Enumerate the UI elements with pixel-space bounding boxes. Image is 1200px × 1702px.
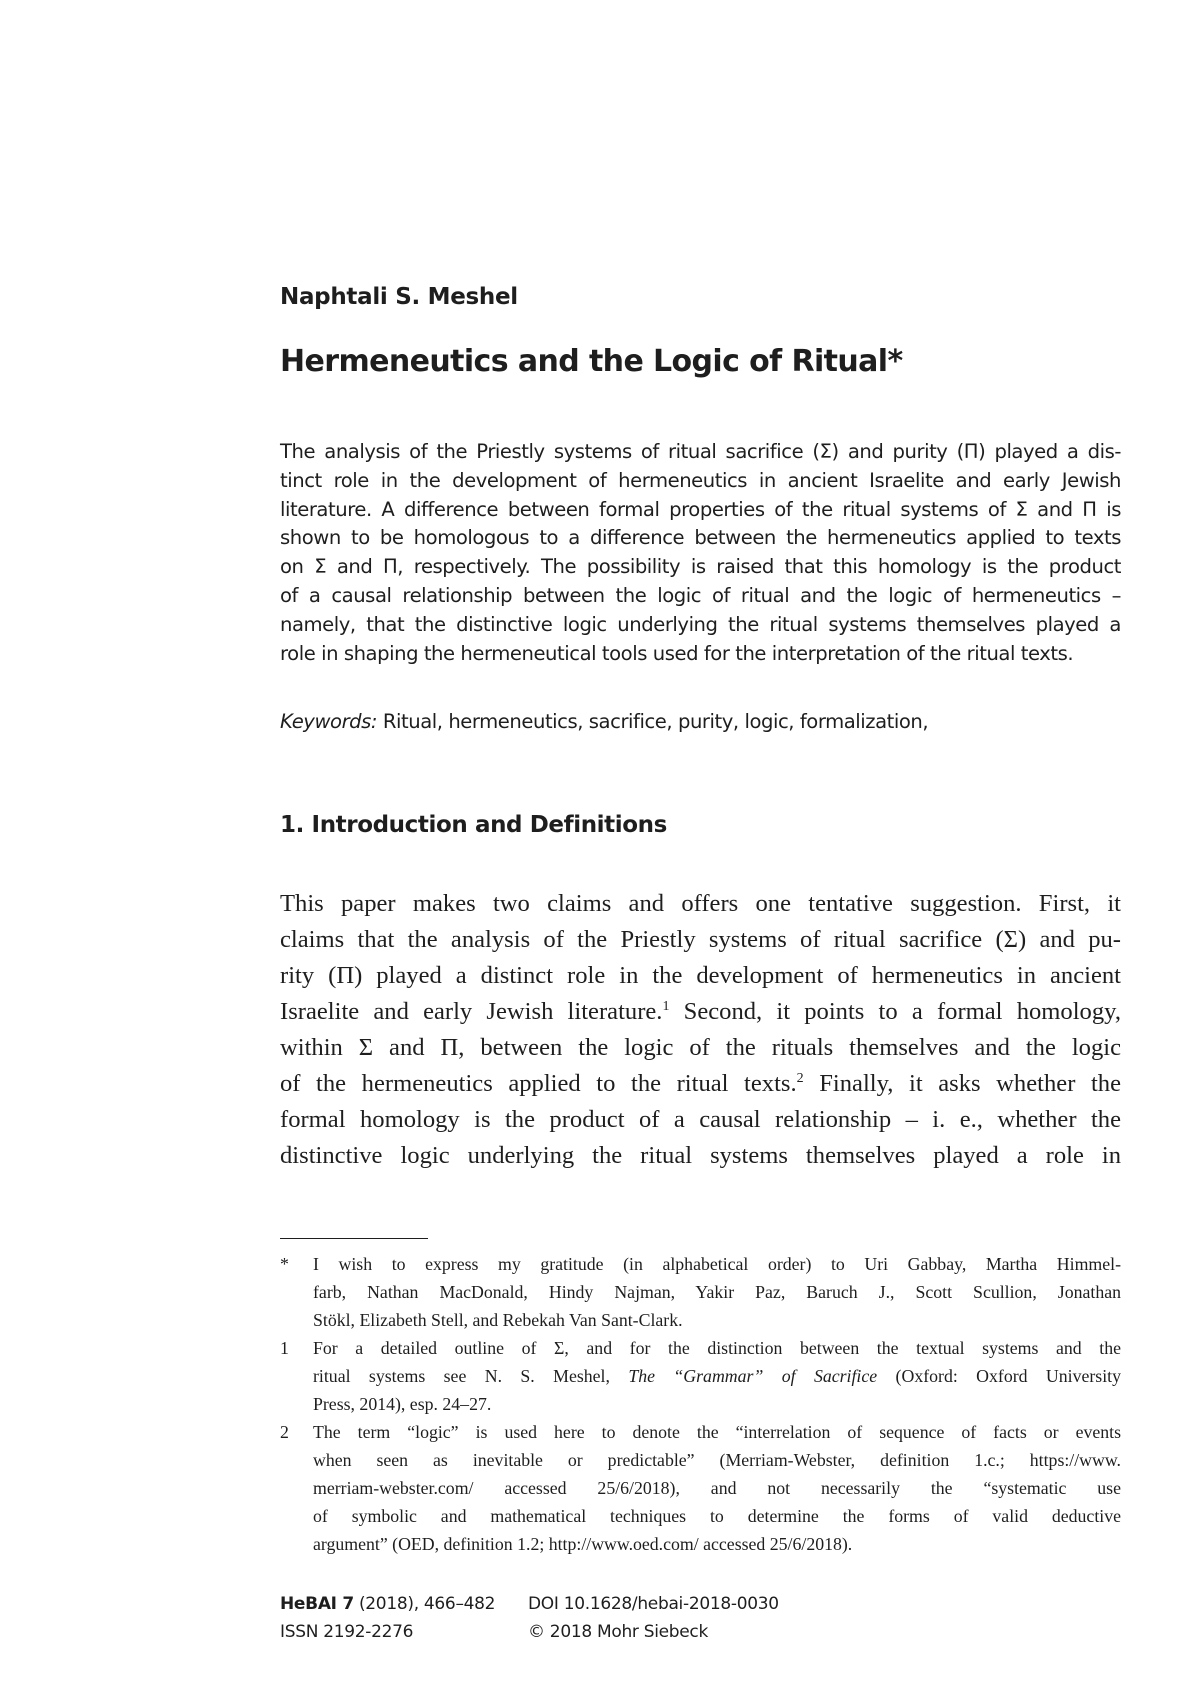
footnote-line: The term “logic” is used here to denote the “interrelation of sequence of facts or events xyxy=(313,1422,1121,1442)
body-line: formal homology is the product of a causal relationship – i. e., whether the xyxy=(280,1106,1121,1133)
abstract-line: role in shaping the hermeneutical tools used for the interpretation of the ritual texts. xyxy=(280,641,1074,665)
journal-name: HeBAI 7 xyxy=(280,1594,354,1614)
abstract-line: literature. A difference between formal properties of the ritual systems of Σ and Π is xyxy=(280,497,1121,521)
footnote-divider xyxy=(280,1238,428,1239)
footnote-mark: * xyxy=(280,1254,289,1274)
body-line xyxy=(280,994,1121,1030)
body-line: claims that the analysis of the Priestly systems of ritual sacrifice (Σ) and pu- xyxy=(280,926,1121,953)
footnote-2 xyxy=(280,1418,1121,1558)
footnote-line: For a detailed outline of Σ, and for the distinction between the textual systems and the xyxy=(313,1338,1121,1358)
body-line: distinctive logic underlying the ritual systems themselves played a role in xyxy=(280,1142,1121,1169)
body-paragraph xyxy=(280,886,1121,1174)
abstract-line: of a causal relationship between the logic of ritual and the logic of hermeneutics – xyxy=(280,583,1121,607)
footnote-star xyxy=(280,1250,1121,1334)
footnote-line: argument” (OED, definition 1.2; http://www.oed.com/ accessed 25/6/2018). xyxy=(313,1534,853,1554)
abstract-line: shown to be homologous to a difference between the hermeneutics applied to texts xyxy=(280,526,1121,550)
keywords xyxy=(280,710,928,733)
footnote-ref-2[interactable]: 2 xyxy=(796,1070,804,1086)
footnote-ref-1[interactable]: 1 xyxy=(662,998,670,1014)
footnote-line: farb, Nathan MacDonald, Hindy Najman, Yakir Paz, Baruch J., Scott Scullion, Jonathan xyxy=(313,1282,1121,1302)
body-text-segment: Finally, it asks whether the xyxy=(803,1070,1121,1097)
author-name: Naphtali S. Meshel xyxy=(280,284,518,310)
abstract-line: on Σ and Π, respectively. The possibility is raised that this homology is the product xyxy=(280,555,1121,579)
abstract-line: namely, that the distinctive logic underlying the ritual systems themselves played a xyxy=(280,612,1121,636)
abstract-line: tinct role in the development of hermeneutics in ancient Israelite and early Jewish xyxy=(280,468,1121,492)
footnotes xyxy=(280,1250,1121,1558)
body-text-segment: Israelite and early Jewish literature. xyxy=(280,998,663,1025)
footnote-1 xyxy=(280,1334,1121,1418)
footnote-mark: 1 xyxy=(280,1338,289,1358)
footnote-line: Press, 2014), esp. 24–27. xyxy=(313,1394,492,1414)
footnote-line: Stökl, Elizabeth Stell, and Rebekah Van Sant-Clark. xyxy=(313,1310,683,1330)
issn: ISSN 2192-2276 xyxy=(280,1622,414,1642)
body-line: This paper makes two claims and offers one tentative suggestion. First, it xyxy=(280,890,1121,917)
journal-citation xyxy=(280,1590,528,1618)
body-line: rity (Π) played a distinct role in the development of hermeneutics in ancient xyxy=(280,962,1121,989)
footnote-text-segment: (Oxford: Oxford University xyxy=(877,1366,1121,1386)
publication-meta xyxy=(280,1590,779,1646)
section-heading: 1. Introduction and Definitions xyxy=(280,812,667,838)
cited-book-title: The “Grammar” of Sacrifice xyxy=(628,1366,878,1386)
meta-row xyxy=(280,1618,779,1646)
body-line xyxy=(280,1066,1121,1102)
footnote-mark: 2 xyxy=(280,1422,289,1442)
abstract-line: The analysis of the Priestly systems of ritual sacrifice (Σ) and purity (Π) played a dis- xyxy=(280,440,1121,463)
footnote-text-segment: ritual systems see N. S. Meshel, xyxy=(313,1366,629,1386)
keywords-text: Ritual, hermeneutics, sacrifice, purity, logic, formalization, xyxy=(377,710,929,733)
journal-pages: (2018), 466–482 xyxy=(353,1594,496,1614)
footnote-line: merriam-webster.com/ accessed 25/6/2018), and not necessarily the “systematic use xyxy=(313,1478,1121,1498)
body-text-segment: of the hermeneutics applied to the ritual texts. xyxy=(280,1070,797,1097)
copyright: © 2018 Mohr Siebeck xyxy=(528,1622,709,1642)
footnote-line: of symbolic and mathematical techniques to determine the forms of valid deductive xyxy=(313,1506,1121,1526)
meta-row xyxy=(280,1590,779,1618)
footnote-line: when seen as inevitable or predictable” (Merriam-Webster, definition 1.c.; https://www. xyxy=(313,1450,1121,1470)
footnote-line xyxy=(313,1362,1121,1390)
body-line: within Σ and Π, between the logic of the rituals themselves and the logic xyxy=(280,1034,1121,1061)
body-text-segment: Second, it points to a formal homology, xyxy=(669,998,1121,1025)
footnote-line: I wish to express my gratitude (in alphabetical order) to Uri Gabbay, Martha Himmel- xyxy=(313,1254,1121,1274)
article-title: Hermeneutics and the Logic of Ritual* xyxy=(280,344,903,379)
keywords-label: Keywords: xyxy=(280,710,378,733)
abstract xyxy=(280,438,1121,668)
doi[interactable]: DOI 10.1628/hebai-2018-0030 xyxy=(528,1594,779,1614)
